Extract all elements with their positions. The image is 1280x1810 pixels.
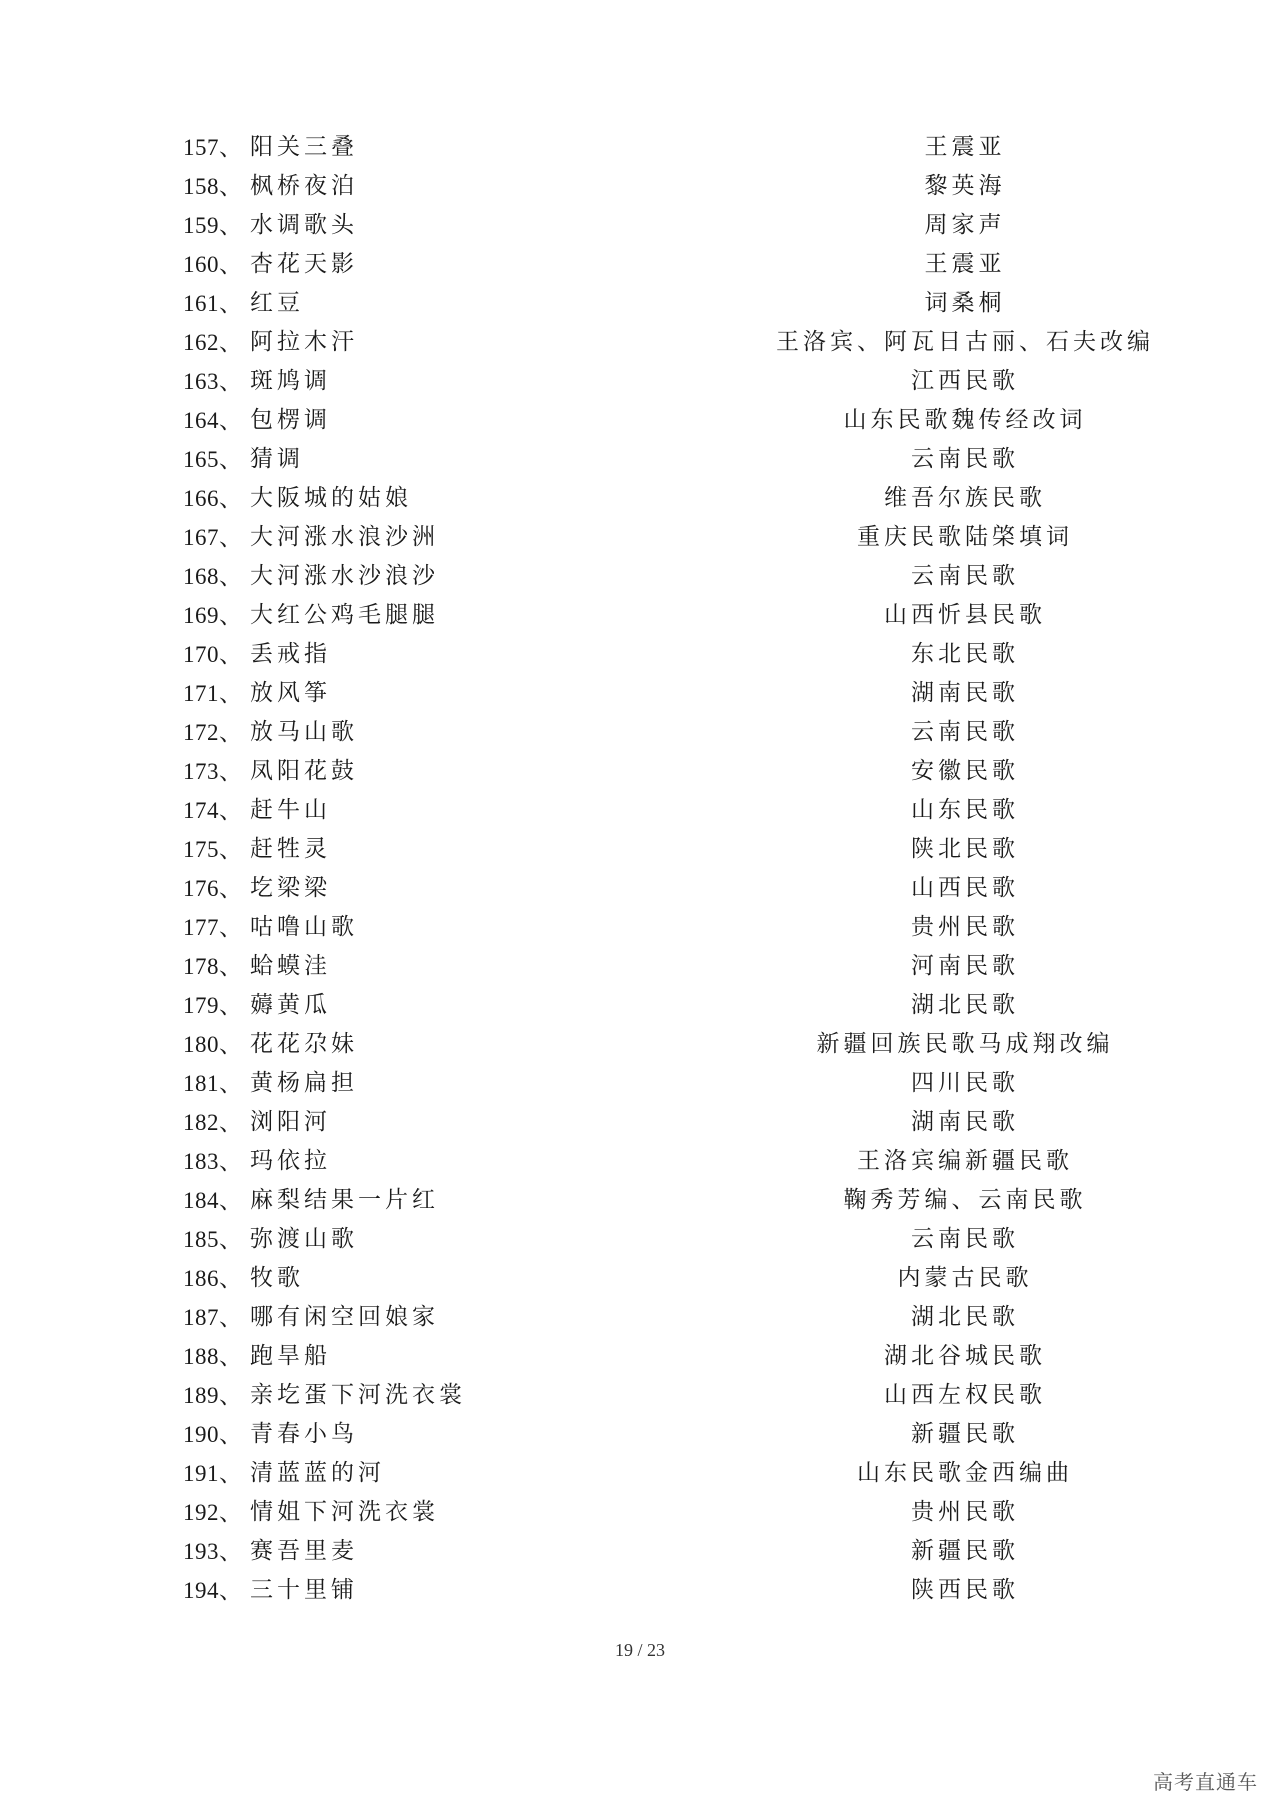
list-item xyxy=(0,167,1280,206)
song-source: 内蒙古民歌 xyxy=(897,1265,1033,1291)
song-title: 牧歌 xyxy=(250,1265,304,1291)
list-item xyxy=(0,1259,1280,1298)
list-item xyxy=(0,635,1280,674)
item-number: 168、 xyxy=(183,564,243,589)
item-number: 177、 xyxy=(183,915,243,940)
list-item xyxy=(0,791,1280,830)
item-number: 174、 xyxy=(183,798,243,823)
song-title: 三十里铺 xyxy=(250,1577,358,1603)
list-item xyxy=(0,245,1280,284)
song-title: 薅黄瓜 xyxy=(250,992,331,1018)
song-title: 阳关三叠 xyxy=(250,134,358,160)
song-title: 咕噜山歌 xyxy=(250,914,358,940)
list-item xyxy=(0,1298,1280,1337)
song-source: 王洛宾编新疆民歌 xyxy=(857,1148,1073,1174)
list-item xyxy=(0,1493,1280,1532)
item-number: 157、 xyxy=(183,135,243,160)
song-title: 斑鸠调 xyxy=(250,368,331,394)
song-source: 云南民歌 xyxy=(911,563,1019,589)
watermark-text: 高考直通车 xyxy=(1153,1770,1258,1794)
song-source: 重庆民歌陆棨填词 xyxy=(857,524,1073,550)
item-number: 170、 xyxy=(183,642,243,667)
song-source: 江西民歌 xyxy=(911,368,1019,394)
list-item xyxy=(0,986,1280,1025)
page-number: 19 / 23 xyxy=(614,1640,665,1660)
song-title: 青春小鸟 xyxy=(250,1421,358,1447)
song-source: 新疆回族民歌马成翔改编 xyxy=(816,1031,1114,1057)
song-title: 大河涨水浪沙洲 xyxy=(250,524,439,550)
item-number: 169、 xyxy=(183,603,243,628)
song-source: 贵州民歌 xyxy=(911,914,1019,940)
song-title: 大河涨水沙浪沙 xyxy=(250,563,439,589)
item-number: 165、 xyxy=(183,447,243,472)
item-number: 182、 xyxy=(183,1110,243,1135)
list-item xyxy=(0,362,1280,401)
song-title: 圪梁梁 xyxy=(250,875,331,901)
item-number: 173、 xyxy=(183,759,243,784)
list-item xyxy=(0,206,1280,245)
song-source: 陕西民歌 xyxy=(911,1577,1019,1603)
song-source: 词桑桐 xyxy=(924,290,1006,316)
song-title: 红豆 xyxy=(250,290,304,316)
song-title: 丢戒指 xyxy=(250,641,331,667)
item-number: 162、 xyxy=(183,330,243,355)
item-number: 163、 xyxy=(183,369,243,394)
list-item xyxy=(0,869,1280,908)
list-item xyxy=(0,518,1280,557)
list-item xyxy=(0,1103,1280,1142)
item-number: 192、 xyxy=(183,1500,243,1525)
item-number: 185、 xyxy=(183,1227,243,1252)
item-number: 187、 xyxy=(183,1305,243,1330)
song-source: 王震亚 xyxy=(924,134,1006,160)
song-source: 安徽民歌 xyxy=(911,758,1019,784)
list-item xyxy=(0,1142,1280,1181)
list-item xyxy=(0,557,1280,596)
song-source: 山东民歌金西编曲 xyxy=(857,1460,1073,1486)
song-source: 王洛宾、阿瓦日古丽、石夫改编 xyxy=(776,329,1154,355)
song-source: 湖南民歌 xyxy=(911,1109,1019,1135)
list-item xyxy=(0,1376,1280,1415)
item-number: 178、 xyxy=(183,954,243,979)
song-title: 黄杨扁担 xyxy=(250,1070,358,1096)
song-title: 赶牛山 xyxy=(250,797,331,823)
list-item xyxy=(0,908,1280,947)
song-source: 山西左权民歌 xyxy=(884,1382,1046,1408)
song-title: 跑旱船 xyxy=(250,1343,331,1369)
song-title: 弥渡山歌 xyxy=(250,1226,358,1252)
item-number: 166、 xyxy=(183,486,243,511)
song-title: 赶牲灵 xyxy=(250,836,331,862)
song-title: 花花尕妹 xyxy=(250,1031,358,1057)
song-source: 维吾尔族民歌 xyxy=(884,485,1046,511)
song-title: 阿拉木汗 xyxy=(250,329,358,355)
song-source: 湖南民歌 xyxy=(911,680,1019,706)
item-number: 176、 xyxy=(183,876,243,901)
song-source: 湖北民歌 xyxy=(911,992,1019,1018)
song-title: 蛤蟆洼 xyxy=(250,953,331,979)
song-source: 云南民歌 xyxy=(911,719,1019,745)
song-source: 王震亚 xyxy=(924,251,1006,277)
song-source: 河南民歌 xyxy=(911,953,1019,979)
song-source: 山东民歌 xyxy=(911,797,1019,823)
item-number: 171、 xyxy=(183,681,243,706)
song-title: 水调歌头 xyxy=(250,212,358,238)
item-number: 164、 xyxy=(183,408,243,433)
list-item xyxy=(0,401,1280,440)
song-title: 大阪城的姑娘 xyxy=(250,485,412,511)
song-source: 贵州民歌 xyxy=(911,1499,1019,1525)
song-title: 放马山歌 xyxy=(250,719,358,745)
song-title: 放风筝 xyxy=(250,680,331,706)
list-item xyxy=(0,713,1280,752)
item-number: 159、 xyxy=(183,213,243,238)
item-number: 172、 xyxy=(183,720,243,745)
list-item xyxy=(0,1064,1280,1103)
list-item xyxy=(0,323,1280,362)
song-source: 山西忻县民歌 xyxy=(884,602,1046,628)
list-item xyxy=(0,752,1280,791)
song-source: 湖北谷城民歌 xyxy=(884,1343,1046,1369)
list-item xyxy=(0,1337,1280,1376)
item-number: 184、 xyxy=(183,1188,243,1213)
song-title: 麻梨结果一片红 xyxy=(250,1187,439,1213)
item-number: 175、 xyxy=(183,837,243,862)
item-number: 180、 xyxy=(183,1032,243,1057)
list-item xyxy=(0,830,1280,869)
list-item xyxy=(0,128,1280,167)
list-item xyxy=(0,479,1280,518)
song-source: 新疆民歌 xyxy=(911,1538,1019,1564)
song-source: 东北民歌 xyxy=(911,641,1019,667)
song-title: 浏阳河 xyxy=(250,1109,331,1135)
list-item xyxy=(0,947,1280,986)
item-number: 188、 xyxy=(183,1344,243,1369)
song-source: 鞠秀芳编、云南民歌 xyxy=(843,1187,1087,1213)
list-item xyxy=(0,1220,1280,1259)
list-item xyxy=(0,1532,1280,1571)
song-source: 湖北民歌 xyxy=(911,1304,1019,1330)
song-title: 猜调 xyxy=(250,446,304,472)
item-number: 161、 xyxy=(183,291,243,316)
list-item xyxy=(0,674,1280,713)
item-number: 186、 xyxy=(183,1266,243,1291)
song-title: 枫桥夜泊 xyxy=(250,173,358,199)
item-number: 194、 xyxy=(183,1578,243,1603)
item-number: 189、 xyxy=(183,1383,243,1408)
song-source: 云南民歌 xyxy=(911,446,1019,472)
item-number: 160、 xyxy=(183,252,243,277)
song-title: 清蓝蓝的河 xyxy=(250,1460,385,1486)
song-title: 包楞调 xyxy=(250,407,331,433)
list-item xyxy=(0,1025,1280,1064)
song-source: 周家声 xyxy=(924,212,1006,238)
list-item xyxy=(0,1181,1280,1220)
song-title: 大红公鸡毛腿腿 xyxy=(250,602,439,628)
song-source: 新疆民歌 xyxy=(911,1421,1019,1447)
list-item xyxy=(0,1454,1280,1493)
song-source: 黎英海 xyxy=(924,173,1006,199)
item-number: 193、 xyxy=(183,1539,243,1564)
list-item xyxy=(0,1571,1280,1610)
song-source: 山东民歌魏传经改词 xyxy=(843,407,1087,433)
song-title: 赛吾里麦 xyxy=(250,1538,358,1564)
song-title: 玛依拉 xyxy=(250,1148,331,1174)
list-item xyxy=(0,596,1280,635)
list-item xyxy=(0,284,1280,323)
song-source: 云南民歌 xyxy=(911,1226,1019,1252)
song-title: 哪有闲空回娘家 xyxy=(250,1304,439,1330)
song-source: 四川民歌 xyxy=(911,1070,1019,1096)
item-number: 191、 xyxy=(183,1461,243,1486)
item-number: 181、 xyxy=(183,1071,243,1096)
item-number: 179、 xyxy=(183,993,243,1018)
song-title: 杏花天影 xyxy=(250,251,358,277)
list-item xyxy=(0,440,1280,479)
song-title: 情姐下河洗衣裳 xyxy=(250,1499,439,1525)
song-title: 亲圪蛋下河洗衣裳 xyxy=(250,1382,466,1408)
song-source: 山西民歌 xyxy=(911,875,1019,901)
song-title: 凤阳花鼓 xyxy=(250,758,358,784)
item-number: 167、 xyxy=(183,525,243,550)
item-number: 158、 xyxy=(183,174,243,199)
list-item xyxy=(0,1415,1280,1454)
song-source: 陕北民歌 xyxy=(911,836,1019,862)
song-list xyxy=(0,128,1280,1610)
item-number: 190、 xyxy=(183,1422,243,1447)
item-number: 183、 xyxy=(183,1149,243,1174)
